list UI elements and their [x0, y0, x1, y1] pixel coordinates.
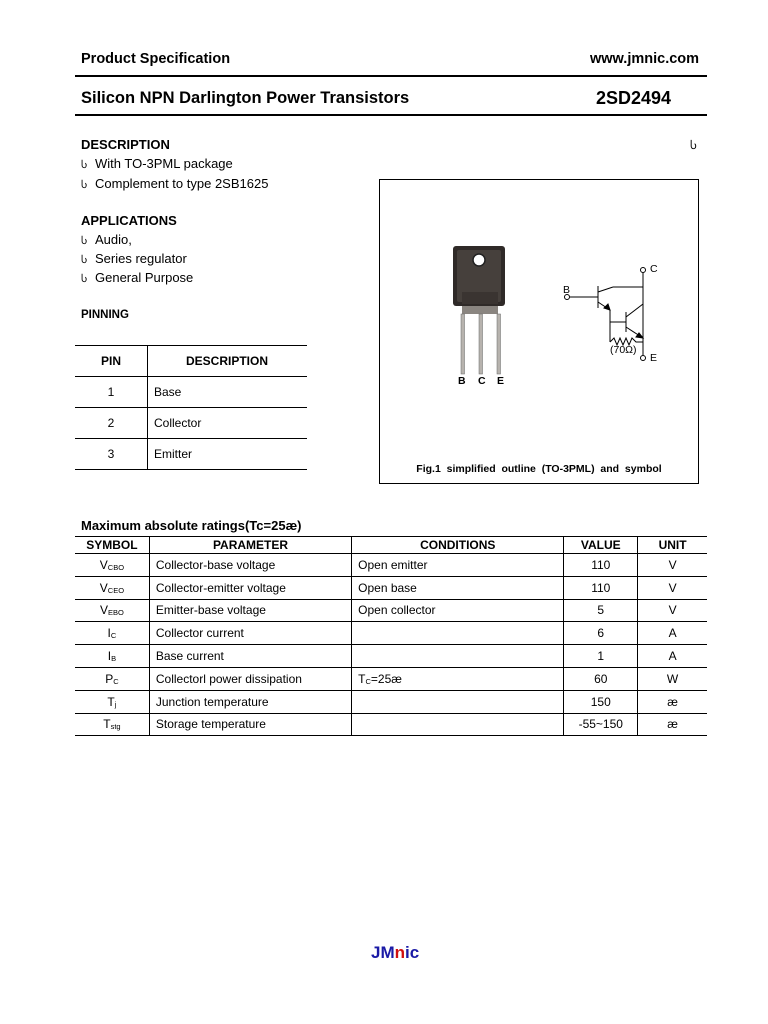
- transistor-illustration: [380, 180, 698, 483]
- unit-cell: æ: [638, 713, 707, 736]
- symbol-cell: $P_C$: [75, 667, 149, 690]
- table-row: 3 Emitter: [75, 439, 307, 470]
- unit-cell: æ: [638, 690, 707, 713]
- collector-label: C: [650, 263, 658, 275]
- unit-column-header: UNIT: [638, 537, 707, 554]
- bullet-glyph: Ⴑ: [81, 274, 88, 285]
- application-item: Ⴑ Series regulator: [81, 251, 187, 266]
- symbol-cell: $V_{EBO}$: [75, 599, 149, 622]
- to3pml-package: [453, 246, 505, 374]
- table-row: 2 Collector: [75, 408, 307, 439]
- parameter-cell: Storage temperature: [149, 713, 351, 736]
- value-cell: -55~150: [564, 713, 638, 736]
- table-row: [75, 645, 707, 668]
- value-cell: 110: [564, 576, 638, 599]
- pinning-table: [75, 345, 307, 470]
- lead-label-b: B: [458, 375, 466, 387]
- symbol-cell: $V_{CEO}$: [75, 576, 149, 599]
- parameter-column-header: PARAMETER: [149, 537, 351, 554]
- bullet-glyph: Ⴑ: [81, 180, 88, 191]
- emitter-label: E: [650, 352, 658, 364]
- bullet-glyph: Ⴑ: [81, 236, 88, 247]
- parameter-cell: Emitter-base voltage: [149, 599, 351, 622]
- conditions-cell: Open base: [352, 576, 564, 599]
- conditions-column-header: CONDITIONS: [352, 537, 564, 554]
- bullet-glyph: Ⴑ: [81, 160, 88, 171]
- description-item: Ⴑ With TO-3PML package: [81, 156, 233, 171]
- value-column-header: VALUE: [564, 537, 638, 554]
- unit-cell: A: [638, 622, 707, 645]
- conditions-cell: Open emitter: [352, 554, 564, 577]
- figure-box: [379, 179, 699, 484]
- pin-column-header: PIN: [75, 346, 148, 377]
- parameter-cell: Collector-emitter voltage: [149, 576, 351, 599]
- header-website: www.jmnic.com: [590, 51, 700, 67]
- conditions-cell: $T_C=25æ$: [352, 667, 564, 690]
- ratings-heading: Maximum absolute ratings(Tc=25æ): [81, 518, 302, 533]
- header-rule: [75, 75, 707, 77]
- unit-cell: V: [638, 599, 707, 622]
- table-row: [75, 713, 707, 736]
- table-row: [75, 667, 707, 690]
- jmnic-logo: JMnic: [371, 943, 420, 962]
- symbol-cell: $T_j$: [75, 690, 149, 713]
- symbol-column-header: SYMBOL: [75, 537, 149, 554]
- parameter-cell: Collectorl power dissipation: [149, 667, 351, 690]
- value-cell: 110: [564, 554, 638, 577]
- table-row: [75, 576, 707, 599]
- resistor-value: (70Ω): [610, 344, 637, 356]
- table-row: [75, 622, 707, 645]
- application-item: Ⴑ Audio,: [81, 232, 132, 247]
- conditions-cell: [352, 713, 564, 736]
- figure-caption: Fig.1 simplified outline (TO-3PML) and symbol: [416, 463, 662, 475]
- lead-label-e: E: [497, 375, 505, 387]
- conditions-cell: [352, 645, 564, 668]
- application-item: Ⴑ General Purpose: [81, 270, 194, 285]
- symbol-cell: $I_B$: [75, 645, 149, 668]
- value-cell: 150: [564, 690, 638, 713]
- unit-cell: V: [638, 576, 707, 599]
- conditions-cell: [352, 690, 564, 713]
- symbol-cell: $I_C$: [75, 622, 149, 645]
- unit-cell: V: [638, 554, 707, 577]
- ratings-table: [75, 536, 707, 736]
- parameter-cell: Junction temperature: [149, 690, 351, 713]
- part-number: 2SD2494: [596, 88, 672, 108]
- unit-cell: W: [638, 667, 707, 690]
- symbol-cell: $T_{stg}$: [75, 713, 149, 736]
- corner-glyph: Ⴑ: [690, 140, 697, 152]
- table-row: [75, 690, 707, 713]
- parameter-cell: Base current: [149, 645, 351, 668]
- header-left: Product Specification: [81, 51, 231, 67]
- pinning-header-row: [75, 346, 307, 377]
- table-row: [75, 554, 707, 577]
- applications-heading: APPLICATIONS: [81, 213, 177, 228]
- pinning-heading: PINNING: [81, 309, 129, 321]
- parameter-cell: Collector current: [149, 622, 351, 645]
- parameter-cell: Collector-base voltage: [149, 554, 351, 577]
- table-row: 1 Base: [75, 377, 307, 408]
- base-label: B: [563, 284, 571, 296]
- description-item: Ⴑ Complement to type 2SB1625: [81, 176, 269, 191]
- table-row: [75, 599, 707, 622]
- ratings-header-row: [75, 537, 707, 554]
- description-heading: DESCRIPTION: [81, 137, 170, 152]
- document-title: Silicon NPN Darlington Power Transistors: [81, 89, 410, 107]
- description-column-header: DESCRIPTION: [148, 346, 308, 377]
- value-cell: 6: [564, 622, 638, 645]
- conditions-cell: [352, 622, 564, 645]
- bullet-glyph: Ⴑ: [81, 255, 88, 266]
- lead-label-c: C: [478, 375, 486, 387]
- conditions-cell: Open collector: [352, 599, 564, 622]
- unit-cell: A: [638, 645, 707, 668]
- symbol-cell: $V_{CBO}$: [75, 554, 149, 577]
- title-rule: [75, 114, 707, 116]
- value-cell: 5: [564, 599, 638, 622]
- value-cell: 1: [564, 645, 638, 668]
- value-cell: 60: [564, 667, 638, 690]
